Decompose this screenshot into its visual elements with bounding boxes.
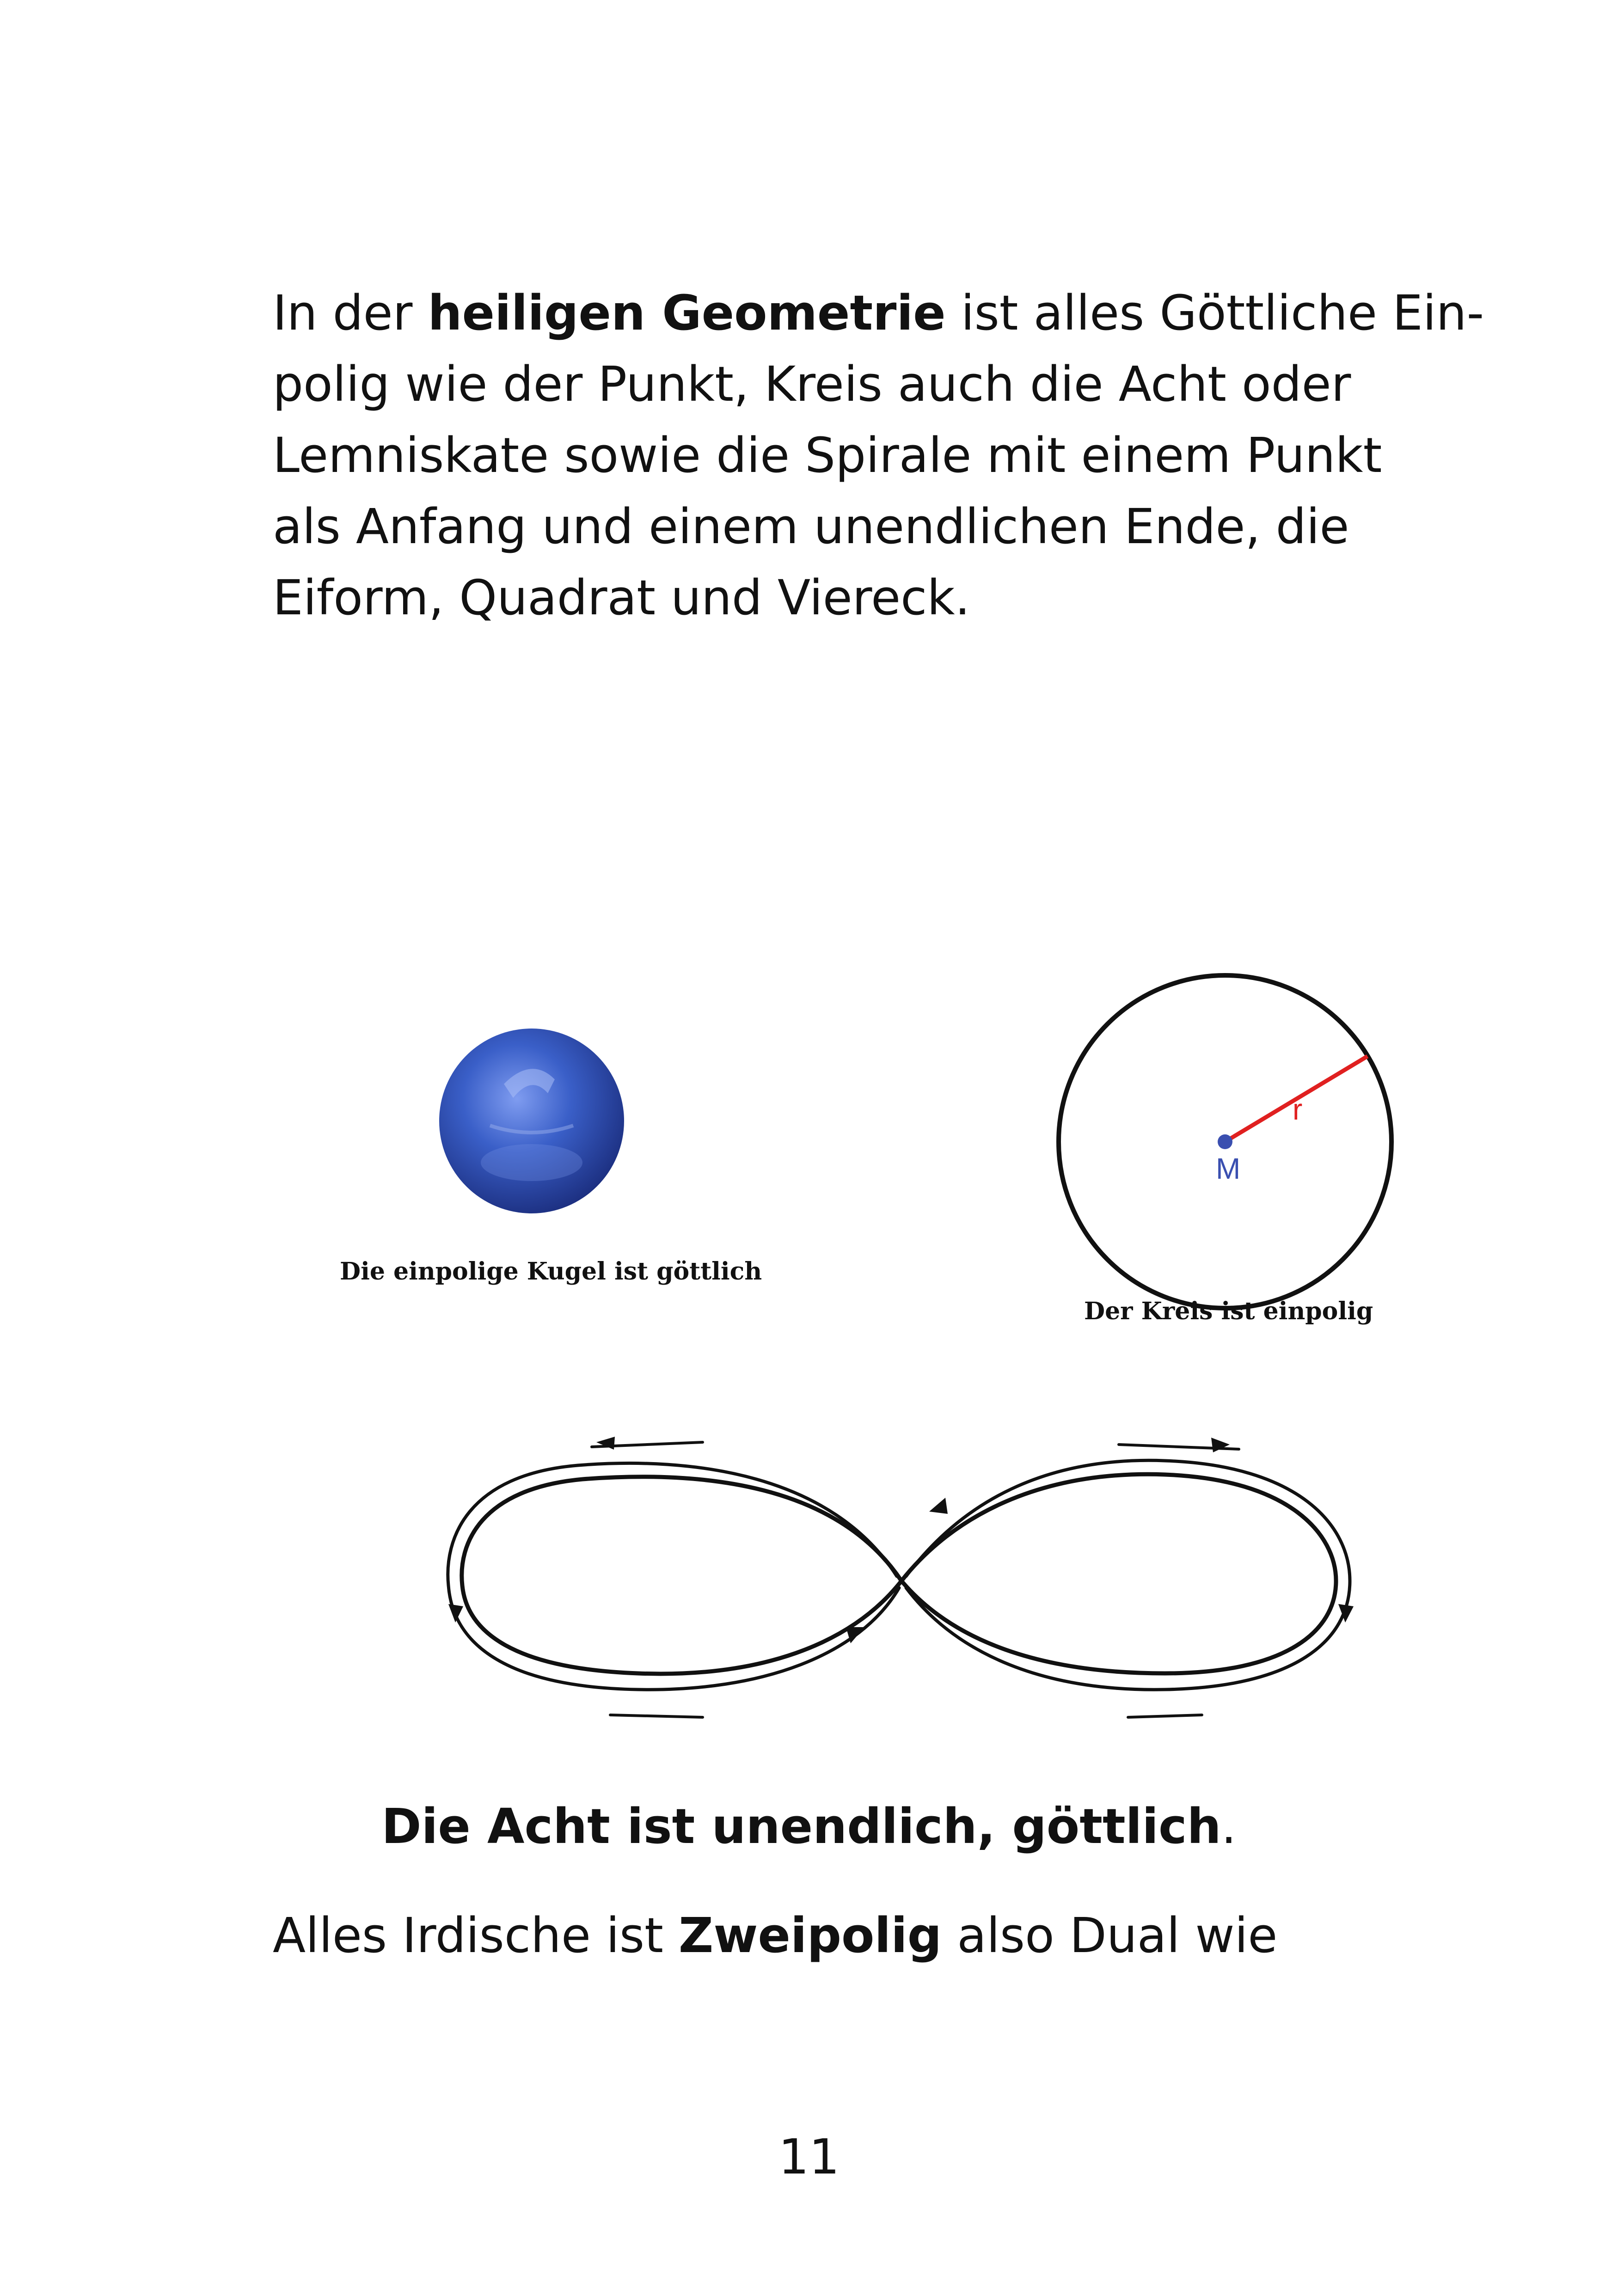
lemniscate-inner <box>462 1474 1336 1674</box>
intro-paragraph <box>273 277 1484 633</box>
center-point <box>1218 1134 1232 1149</box>
term-heilige-geometrie: heiligen Geometrie <box>428 285 946 341</box>
circle-caption: Der Kreis ist einpolig <box>1084 1297 1373 1325</box>
intro-line-1: In der heiligen Geometrie ist alles Göttliche Ein- <box>273 285 1484 341</box>
sphere-caption: Die einpolige Kugel ist göttlich <box>340 1257 762 1286</box>
arrow-head-icon <box>929 1498 948 1514</box>
blue-sphere-image <box>435 1024 629 1218</box>
term-zweipolig: Zweipolig <box>678 1907 942 1964</box>
intro-line-3: Lemniskate sowie die Spirale mit einem Punkt <box>273 427 1382 484</box>
intro-line-4: als Anfang und einem unendlichen Ende, die <box>273 498 1349 555</box>
arrow-head-icon <box>1211 1438 1230 1452</box>
intro-line-5: Eiform, Quadrat und Viereck. <box>273 569 970 626</box>
radius-label: r <box>1293 1093 1303 1126</box>
arrow-head-icon <box>448 1604 463 1623</box>
page-number: 11 <box>778 2129 840 2185</box>
lemniscate-figure-eight <box>444 1428 1359 1733</box>
circle-diagram <box>1049 966 1401 1317</box>
closing-paragraph: Alles Irdische ist Zweipolig also Dual wie <box>273 1907 1278 1964</box>
center-label: M <box>1216 1152 1241 1185</box>
acht-caption: Die Acht ist unendlich, göttlich. <box>381 1798 1237 1855</box>
intro-line-2: polig wie der Punkt, Kreis auch die Acht oder <box>273 356 1351 412</box>
